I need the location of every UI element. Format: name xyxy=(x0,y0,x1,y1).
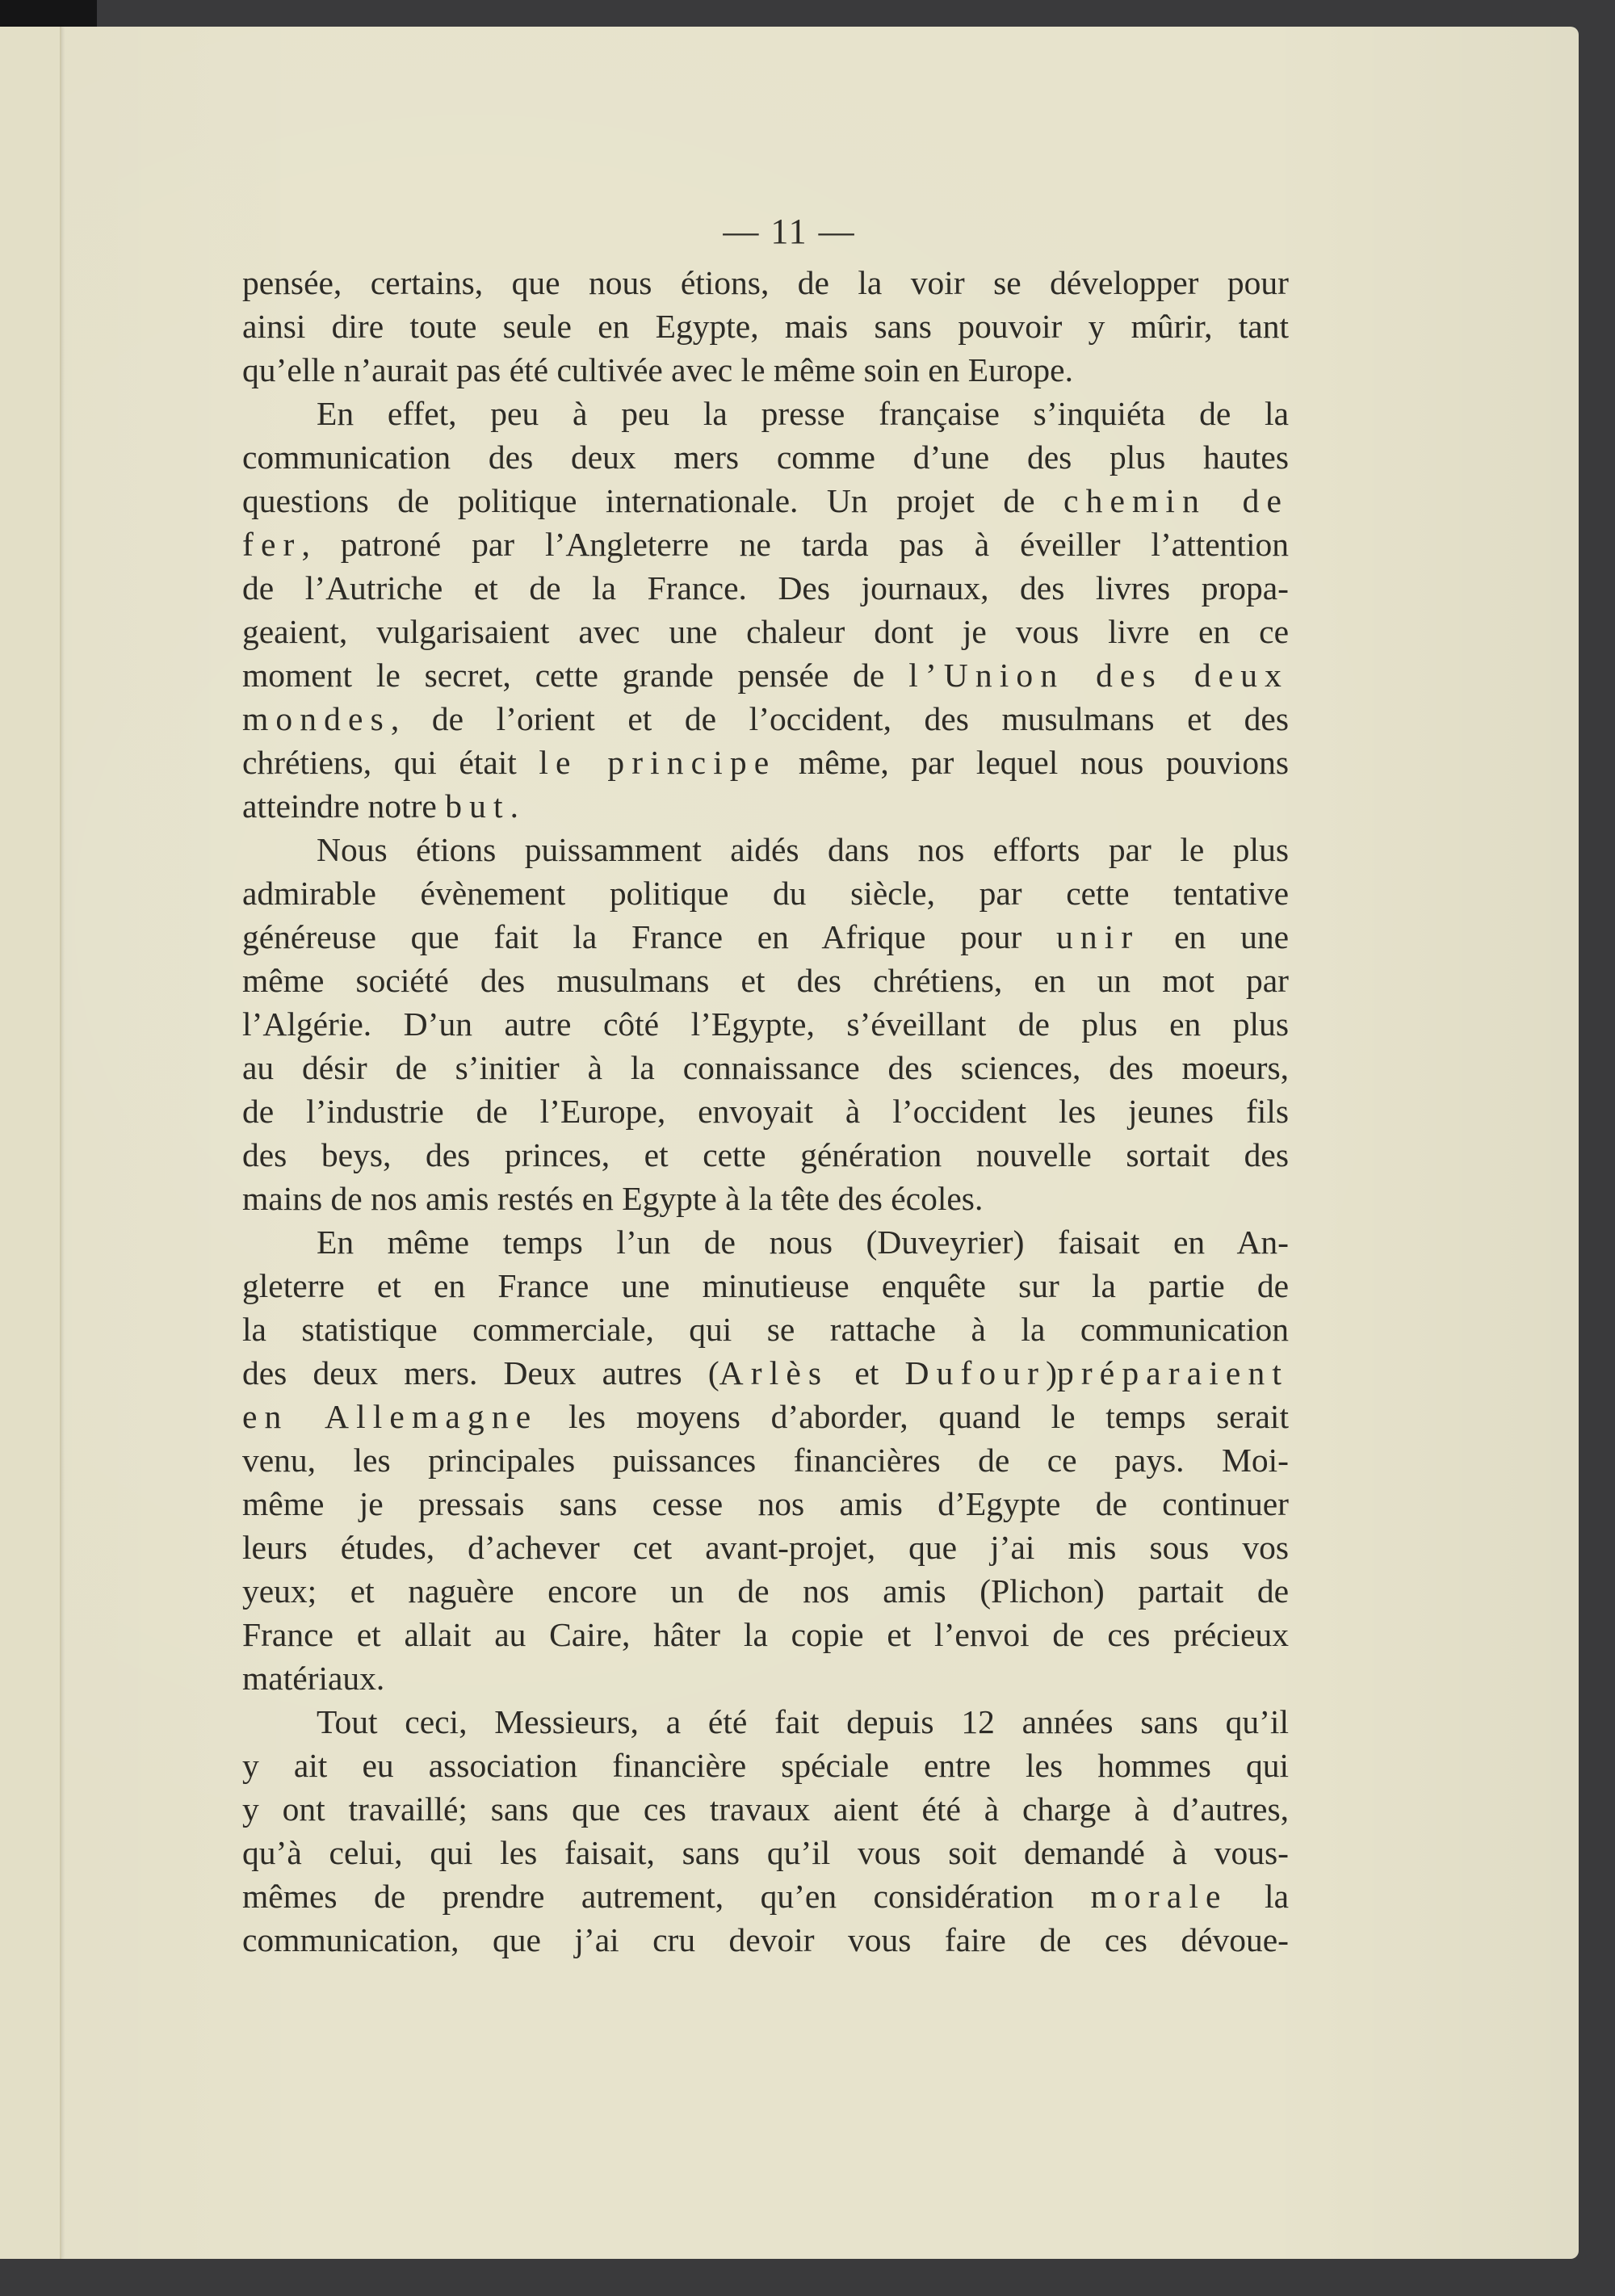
body-text xyxy=(242,261,1289,1962)
text-segment: des beys, des princes, et cette génération nouvelle sortait des xyxy=(242,1136,1289,1173)
text-segment: communication des deux mers comme d’une des plus hautes xyxy=(242,439,1289,476)
text-line xyxy=(242,1613,1289,1656)
text-line xyxy=(242,1089,1289,1133)
book-page xyxy=(0,27,1579,2259)
text-segment: , patroné par l’Angleterre ne tarda pas à éveiller l’attention xyxy=(301,526,1289,563)
text-line xyxy=(242,1787,1289,1831)
text-segment: des deux mers. Deux autres ( xyxy=(242,1354,719,1391)
text-line xyxy=(242,479,1289,523)
text-line xyxy=(242,1133,1289,1177)
text-segment: atteindre notre xyxy=(242,787,446,825)
text-line xyxy=(242,1002,1289,1046)
text-segment: de l’industrie de l’Europe, envoyait à l’occident les jeunes fils xyxy=(242,1093,1289,1130)
spaced-emphasis: Arlès xyxy=(719,1354,829,1391)
spaced-emphasis: l’Union des deux xyxy=(908,657,1290,694)
text-segment: geaient, vulgarisaient avec une chaleur dont je vous livre en ce xyxy=(242,613,1289,650)
text-line xyxy=(242,741,1289,784)
text-segment: généreuse que fait la France en Afrique pour xyxy=(242,918,1057,955)
text-segment: chrétiens, qui était xyxy=(242,744,539,781)
text-segment: la xyxy=(1227,1878,1289,1915)
text-line xyxy=(242,610,1289,653)
text-line xyxy=(242,1700,1289,1744)
page-number: — 11 — xyxy=(723,212,856,251)
spaced-emphasis: le principe xyxy=(539,744,777,781)
text-line xyxy=(242,523,1289,566)
text-line xyxy=(242,1308,1289,1351)
text-segment: même, par lequel nous pouvions xyxy=(776,744,1289,781)
text-segment: la statistique commerciale, qui se rattache à la communication xyxy=(242,1311,1289,1348)
text-segment: qu’à celui, qui les faisait, sans qu’il vous soit demandé à vous- xyxy=(242,1834,1289,1871)
text-line xyxy=(242,1046,1289,1089)
spaced-emphasis: préparaient xyxy=(1056,1354,1289,1391)
text-segment: ainsi dire toute seule en Egypte, mais sans pouvoir y mûrir, tant xyxy=(242,308,1289,345)
text-segment: venu, les principales puissances financières de ce pays. Moi- xyxy=(242,1442,1289,1479)
spaced-emphasis: mondes xyxy=(242,700,391,737)
text-segment: questions de politique internationale. Un projet de xyxy=(242,482,1064,519)
text-segment: Nous étions puissamment aidés dans nos efforts par le plus xyxy=(317,831,1289,868)
text-line xyxy=(242,1874,1289,1918)
text-segment: matériaux. xyxy=(242,1660,385,1697)
text-line xyxy=(242,1482,1289,1526)
spaced-emphasis: unir xyxy=(1056,918,1140,955)
spaced-emphasis: fer xyxy=(242,526,302,563)
text-line xyxy=(242,1395,1289,1438)
text-line xyxy=(242,1744,1289,1787)
text-segment: mêmes de prendre autrement, qu’en considération xyxy=(242,1878,1091,1915)
text-segment: France et allait au Caire, hâter la copie et l’envoi de ces précieux xyxy=(242,1616,1289,1653)
spaced-emphasis: Dufour xyxy=(904,1354,1047,1391)
text-line xyxy=(242,392,1289,435)
text-line xyxy=(242,304,1289,348)
text-line xyxy=(242,1220,1289,1264)
text-line xyxy=(242,261,1289,304)
text-segment: mains de nos amis restés en Egypte à la tête des écoles. xyxy=(242,1180,984,1217)
text-segment: et xyxy=(828,1354,905,1391)
text-segment: En effet, peu à peu la presse française s’inquiéta de la xyxy=(317,395,1289,432)
text-segment: de l’Autriche et de la France. Des journaux, des livres propa- xyxy=(242,569,1289,607)
text-line xyxy=(242,1569,1289,1613)
text-line xyxy=(242,959,1289,1002)
text-segment: gleterre et en France une minutieuse enquête sur la partie de xyxy=(242,1267,1289,1304)
text-segment: admirable évènement politique du siècle, par cette tentative xyxy=(242,875,1289,912)
text-segment: y ait eu association financière spéciale entre les hommes qui xyxy=(242,1747,1289,1784)
spaced-emphasis: but. xyxy=(445,787,526,825)
text-line xyxy=(242,1177,1289,1220)
text-line xyxy=(242,1438,1289,1482)
text-segment: y ont travaillé; sans que ces travaux aient été à charge à d’autres, xyxy=(242,1790,1289,1828)
text-line xyxy=(242,1656,1289,1700)
text-segment: En même temps l’un de nous (Duveyrier) faisait en An- xyxy=(317,1224,1289,1261)
text-segment: communication, que j’ai cru devoir vous faire de ces dévoue- xyxy=(242,1921,1289,1958)
text-segment: même société des musulmans et des chrétiens, en un mot par xyxy=(242,962,1289,999)
text-line xyxy=(242,828,1289,871)
spaced-emphasis: en Allemagne xyxy=(242,1398,539,1435)
text-segment: moment le secret, cette grande pensée de xyxy=(242,657,909,694)
text-line xyxy=(242,1526,1289,1569)
text-segment: yeux; et naguère encore un de nos amis (Plichon) partait de xyxy=(242,1572,1289,1610)
text-segment: Tout ceci, Messieurs, a été fait depuis 12 années sans qu’il xyxy=(317,1703,1289,1740)
text-line xyxy=(242,1918,1289,1962)
text-segment: , de l’orient et de l’occident, des musulmans et des xyxy=(390,700,1289,737)
scanner-backdrop xyxy=(0,0,97,27)
text-line xyxy=(242,566,1289,610)
text-segment: qu’elle n’aurait pas été cultivée avec le même soin en Europe. xyxy=(242,351,1073,388)
text-segment: l’Algérie. D’un autre côté l’Egypte, s’éveillant de plus en plus xyxy=(242,1005,1289,1043)
text-segment: leurs études, d’achever cet avant-projet, que j’ai mis sous vos xyxy=(242,1529,1289,1566)
text-line xyxy=(242,653,1289,697)
text-line xyxy=(242,435,1289,479)
text-segment: au désir de s’initier à la connaissance des sciences, des moeurs, xyxy=(242,1049,1289,1086)
text-segment: même je pressais sans cesse nos amis d’Egypte de continuer xyxy=(242,1485,1289,1522)
text-line xyxy=(242,348,1289,392)
text-line xyxy=(242,784,1289,828)
spaced-emphasis: chemin de xyxy=(1063,482,1289,519)
spaced-emphasis: morale xyxy=(1090,1878,1228,1915)
text-segment: les moyens d’aborder, quand le temps serait xyxy=(538,1398,1289,1435)
text-segment: en une xyxy=(1139,918,1289,955)
text-line xyxy=(242,1264,1289,1308)
text-segment: ) xyxy=(1046,1354,1057,1391)
adjacent-page-edge xyxy=(0,27,61,2259)
text-segment: pensée, certains, que nous étions, de la voir se développer pour xyxy=(242,264,1289,301)
text-line xyxy=(242,1351,1289,1395)
text-line xyxy=(242,697,1289,741)
text-line xyxy=(242,915,1289,959)
text-line xyxy=(242,1831,1289,1874)
text-line xyxy=(242,871,1289,915)
